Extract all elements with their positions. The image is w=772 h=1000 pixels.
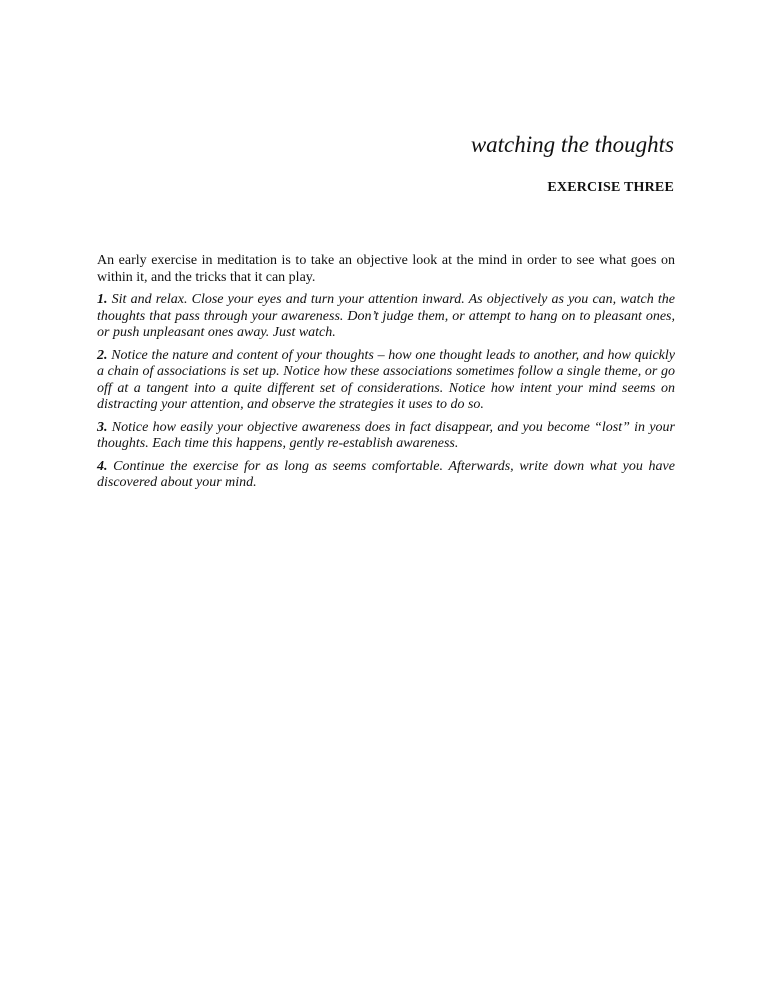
step-1-number: 1. <box>97 292 108 307</box>
step-3-number: 3. <box>97 419 108 435</box>
step-1-text: Sit and relax. Close your eyes and turn your attention inward. As objectively as you can, watch the thoughts that pass through your awareness. Don’t judge them, or attempt to hang on to pleasant ones, or push unpleasant ones away. Just watch. <box>97 292 675 340</box>
step-1 <box>97 292 675 342</box>
step-4 <box>97 459 675 492</box>
step-4-text: Continue the exercise for as long as seems comfortable. Afterwards, write down what you have discovered about your mind. <box>97 458 675 490</box>
step-2-text: Notice the nature and content of your thoughts – how one thought leads to another, and how quickly a chain of associations is set up. Notice how these associations sometimes follow a single theme, or go off at a tangent into a quite different set of considerations. Notice how intent your mind seems on distracting your attention, and observe the strategies it uses to do so. <box>97 347 676 412</box>
step-2-number: 2. <box>97 347 108 363</box>
intro-paragraph: An early exercise in meditation is to take an objective look at the mind in order to see what goes on within it, and the tricks that it can play. <box>97 253 675 285</box>
step-3-text: Notice how easily your objective awareness does in fact disappear, and you become “lost” in your thoughts. Each time this happens, gently re-establish awareness. <box>97 419 675 451</box>
exercise-label: EXERCISE THREE <box>547 180 674 195</box>
step-3 <box>97 420 675 453</box>
step-2 <box>97 348 675 414</box>
step-4-number: 4. <box>97 458 108 474</box>
exercise-body <box>97 252 675 498</box>
page-title: watching the thoughts <box>470 132 674 157</box>
